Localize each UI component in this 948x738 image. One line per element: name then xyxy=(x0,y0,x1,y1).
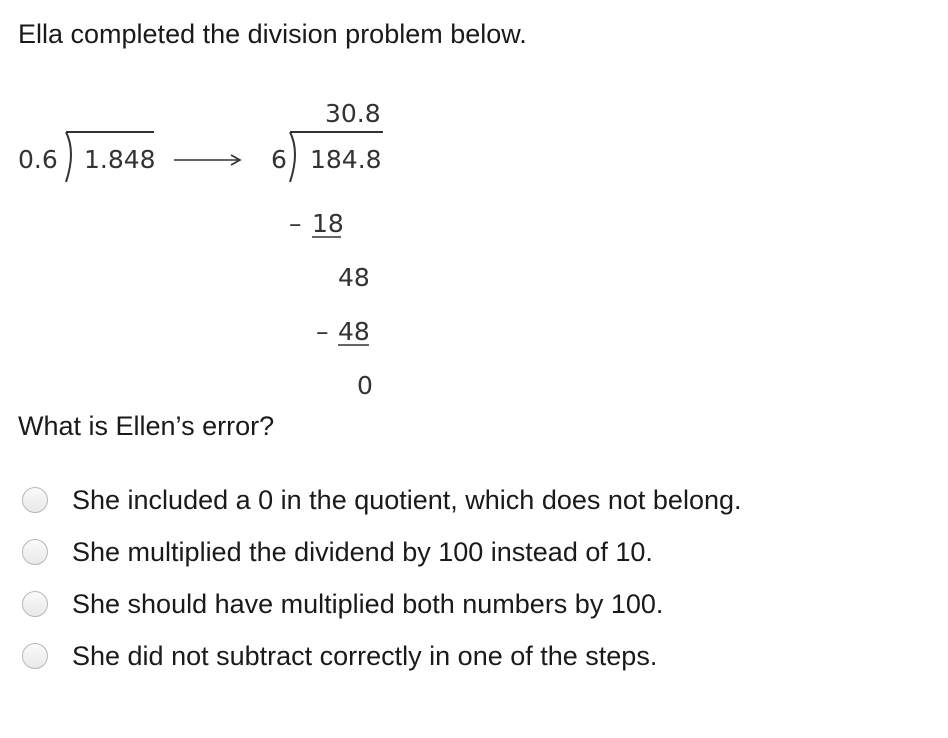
radio-button-1[interactable] xyxy=(22,487,48,513)
quotient: 30.8 xyxy=(325,99,381,128)
step3-minus-sign: – xyxy=(316,317,329,346)
answer-choice-4[interactable] xyxy=(22,634,922,678)
division-bracket-new xyxy=(290,132,295,182)
original-divisor: 0.6 xyxy=(18,145,58,174)
answer-choice-3[interactable] xyxy=(22,582,922,626)
final-remainder: 0 xyxy=(357,371,373,400)
radio-button-3[interactable] xyxy=(22,591,48,617)
radio-button-2[interactable] xyxy=(22,539,48,565)
answer-choice-label-4: She did not subtract correctly in one of the steps. xyxy=(72,641,658,671)
answer-choice-label-2: She multiplied the dividend by 100 instead of 10. xyxy=(72,537,653,567)
answer-choice-2[interactable] xyxy=(22,530,922,574)
step2-remainder: 48 xyxy=(338,263,370,292)
step1-subtrahend: 18 xyxy=(312,209,344,238)
original-dividend: 1.848 xyxy=(84,145,156,174)
question-prompt: Ella completed the division problem below. xyxy=(18,19,527,49)
question-text: What is Ellen’s error? xyxy=(18,411,275,441)
answer-choice-label-3: She should have multiplied both numbers by 100. xyxy=(72,589,664,619)
division-bracket-original xyxy=(66,132,71,182)
division-figure xyxy=(0,90,420,410)
new-divisor: 6 xyxy=(271,145,287,174)
long-division-diagram xyxy=(0,90,420,410)
radio-button-4[interactable] xyxy=(22,643,48,669)
step3-subtrahend: 48 xyxy=(338,317,370,346)
step1-minus-sign: – xyxy=(289,209,302,238)
answer-choice-label-1: She included a 0 in the quotient, which does not belong. xyxy=(72,485,742,515)
answer-choice-1[interactable] xyxy=(22,478,922,522)
new-dividend: 184.8 xyxy=(310,145,382,174)
